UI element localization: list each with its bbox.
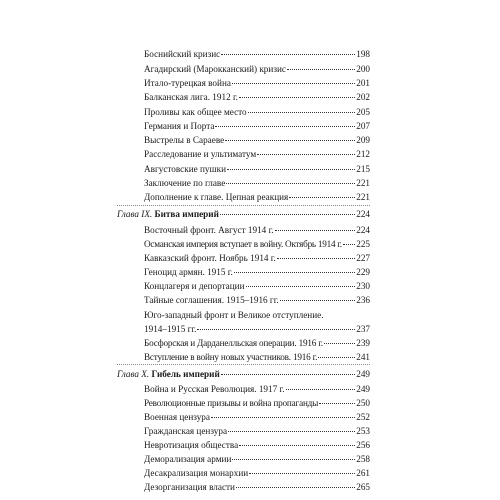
toc-entry-title: Кавказский фронт. Ноябрь 1914 г. <box>144 253 276 263</box>
toc-entry-title: Боснийский кризис <box>144 49 221 59</box>
toc-entry-title: Вступление в войну новых участников. 1916 г. <box>144 352 318 362</box>
chapter-heading-label <box>117 368 220 380</box>
leader-dots <box>232 83 355 84</box>
toc-entry-page: 252 <box>356 412 370 422</box>
toc-entry-page: 209 <box>356 135 370 145</box>
toc-entry-title: Военная цензура <box>144 412 210 422</box>
toc-entry <box>144 191 370 203</box>
leader-dots <box>215 126 355 127</box>
toc-entry-page: 258 <box>356 454 370 464</box>
section-divider <box>117 205 370 206</box>
leader-dots <box>318 357 355 358</box>
toc-entry-page: 265 <box>356 482 370 492</box>
toc-entry-title: Геноцид армян. 1915 г. <box>144 267 233 277</box>
chapter-title: Гибель империй <box>151 369 220 379</box>
toc-entry-title: Босфорская и Дарданелльская операции. 1916 г. <box>144 338 323 348</box>
toc-entry-page: 227 <box>356 253 370 263</box>
toc-entry-title: Заключение по главе <box>144 178 226 188</box>
toc-entry-page: 237 <box>356 324 370 334</box>
chapter-number: Глава X. <box>117 369 150 379</box>
toc-entry-title: Война и Русская Революция. 1917 г. <box>144 384 285 394</box>
toc-entry-title: Десакрализация монархии <box>144 468 249 478</box>
toc-entry-page: 224 <box>356 209 370 219</box>
toc-chapter-heading <box>117 368 370 380</box>
leader-dots <box>225 140 355 141</box>
toc-entry-page: 198 <box>356 49 370 59</box>
toc-entry <box>144 224 370 236</box>
toc-entry <box>144 238 370 250</box>
toc-entry-title: Революционные призывы и война пропаганды <box>144 398 319 408</box>
toc-entry <box>144 63 370 75</box>
leader-dots <box>234 272 355 273</box>
toc-entry-page: 256 <box>356 440 370 450</box>
toc-entry-page: 239 <box>356 338 370 348</box>
toc-entry <box>144 280 370 292</box>
toc-entry <box>144 266 370 278</box>
toc-entry <box>144 177 370 189</box>
toc-chapter-heading <box>117 208 370 220</box>
toc-entry <box>144 106 370 118</box>
toc-entry <box>144 323 370 335</box>
toc-entry-page: 261 <box>356 468 370 478</box>
toc-entry-title: Выстрелы в Сараеве <box>144 135 225 145</box>
toc-entry-page: 205 <box>356 107 370 117</box>
toc-entry-page: 202 <box>356 92 370 102</box>
leader-dots <box>227 169 355 170</box>
leader-dots <box>343 244 355 245</box>
toc-entry <box>144 453 370 465</box>
toc-entry-page: 230 <box>356 281 370 291</box>
leader-dots <box>275 230 356 231</box>
toc-entry-title: Восточный фронт. Август 1914 г. <box>144 225 274 235</box>
toc-entry-page: 212 <box>356 149 370 159</box>
chapter-heading-label <box>117 208 219 220</box>
leader-dots <box>289 197 355 198</box>
toc-entry-page: 201 <box>356 78 370 88</box>
toc-entry-title: Дезорганизация власти <box>144 482 235 492</box>
toc-entry-title: Гражданская цензура <box>144 426 228 436</box>
toc-entry-page: 250 <box>356 398 370 408</box>
toc-entry <box>144 120 370 132</box>
toc-entry-title: Балканская лига. 1912 г. <box>144 92 238 102</box>
leader-dots <box>211 417 355 418</box>
toc-entry-title: Дополнение к главе. Цепная реакция <box>144 192 289 202</box>
leader-dots <box>236 487 355 488</box>
leader-dots <box>232 459 355 460</box>
toc-entry-title: Итало-турецкая война <box>144 78 231 88</box>
toc-entry-title: Германия и Порта <box>144 121 215 131</box>
toc-entry-page: 241 <box>356 352 370 362</box>
chapter-title: Битва империй <box>154 209 219 219</box>
leader-dots <box>221 54 355 55</box>
toc-entry-title: Проливы как общее место <box>144 107 247 117</box>
toc-entry-page: 215 <box>356 164 370 174</box>
toc-entry-title: Османская империя вступает в войну. Октябрь 1914 г. <box>144 239 342 249</box>
leader-dots <box>228 431 355 432</box>
toc-entry-page: 200 <box>356 64 370 74</box>
toc-entry <box>144 411 370 423</box>
toc-entry <box>144 383 370 395</box>
toc-entry <box>144 467 370 479</box>
leader-dots <box>246 286 356 287</box>
toc-entry-title: Тайные соглашения. 1915–1916 гг. <box>144 295 279 305</box>
toc-entry-title: Расследование и ультиматум <box>144 149 257 159</box>
leader-dots <box>239 445 355 446</box>
toc-entry-title: Юго-западный фронт и Великое отступление. <box>144 310 324 320</box>
section-divider <box>117 364 370 365</box>
toc-entry <box>144 481 370 493</box>
toc-entry-title: Агадирский (Марокканский) кризис <box>144 64 286 74</box>
leader-dots <box>220 214 355 215</box>
toc-entry-title: Невротизация общества <box>144 440 239 450</box>
toc-entry-page: 249 <box>356 384 370 394</box>
toc-entry <box>144 134 370 146</box>
toc-entry-page: 225 <box>356 239 370 249</box>
toc-entry <box>144 439 370 451</box>
toc-entry-page: 249 <box>356 369 370 379</box>
toc-entry-page: 221 <box>356 192 370 202</box>
toc-entry-line1 <box>144 309 370 321</box>
leader-dots <box>221 374 355 375</box>
toc-entry-title: Августовские пушки <box>144 164 226 174</box>
toc-entry <box>144 397 370 409</box>
leader-dots <box>226 183 355 184</box>
toc-entry-title-continued: 1914–1915 гг. <box>144 324 197 334</box>
leader-dots <box>324 343 355 344</box>
toc-entry-page: 253 <box>356 426 370 436</box>
leader-dots <box>249 473 355 474</box>
toc-entry-page: 224 <box>356 225 370 235</box>
leader-dots <box>239 97 355 98</box>
toc-entry-page: 207 <box>356 121 370 131</box>
chapter-number: Глава IX. <box>117 209 153 219</box>
leader-dots <box>287 69 355 70</box>
toc-entry-page: 221 <box>356 178 370 188</box>
leader-dots <box>257 154 355 155</box>
toc-entry <box>144 148 370 160</box>
leader-dots <box>319 403 355 404</box>
toc-entry-page: 229 <box>356 267 370 277</box>
toc-entry <box>144 337 370 349</box>
toc-entry <box>144 294 370 306</box>
toc-entry <box>144 252 370 264</box>
toc-entry <box>144 163 370 175</box>
toc-entry <box>144 351 370 363</box>
leader-dots <box>197 329 355 330</box>
toc-entry <box>144 77 370 89</box>
toc-entry-title: Деморализация армии <box>144 454 232 464</box>
toc-entry-title: Концлагеря и депортации <box>144 281 245 291</box>
toc-entry-page: 236 <box>356 295 370 305</box>
toc-entry <box>144 425 370 437</box>
toc-entry <box>144 48 370 60</box>
leader-dots <box>248 112 356 113</box>
toc-entry <box>144 91 370 103</box>
leader-dots <box>286 389 356 390</box>
leader-dots <box>277 258 355 259</box>
leader-dots <box>280 300 355 301</box>
